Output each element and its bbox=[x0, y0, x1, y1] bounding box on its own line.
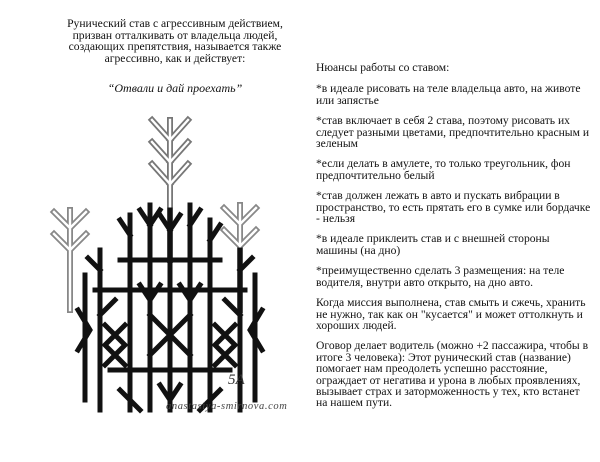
intro-line: агрессивно, как и действует: bbox=[104, 51, 246, 65]
notes-heading: Нюансы работы со ставом: bbox=[316, 61, 450, 74]
watermark: anastasiya-smirnova.com bbox=[166, 401, 288, 412]
note-item: *став включает в себя 2 става, поэтому рисовать их следует разными цветами, предпочтительно красным и зеленым bbox=[316, 114, 590, 151]
intro-line: призван отталкивать от владельца людей, bbox=[72, 28, 278, 42]
intro-line: создающих препятствия, называется также bbox=[68, 40, 282, 53]
note-item: *став должен лежать в авто и пускать вибрации в пространство, то есть прятать его в сумке или бордачке - нельзя bbox=[316, 189, 591, 226]
intro-text bbox=[44, 18, 306, 64]
author-logo: 5A bbox=[228, 372, 245, 388]
notes-panel bbox=[316, 62, 592, 418]
note-item: Когда миссия выполнена, став смыть и сжечь, хранить не нужно, так как он "кусается" и может оттолкнуть и хороших людей. bbox=[316, 296, 586, 332]
note-item: *преимущественно сделать 3 размещения: на теле водителя, внутри авто открыто, на дно авто. bbox=[316, 264, 565, 289]
note-item: *если делать в амулете, то только треугольник, фон предпочтительно белый bbox=[316, 157, 571, 182]
note-item: Оговор делает водитель (можно +2 пассажира, чтобы в итоге 3 человека): Этот рунический став (название) помогает нам преодолеть успешно расстояние, ограждает от негатива и урона в любых проявлениях, вызывает страх и заторможенность у тех, кто встанет на нашем пути. bbox=[316, 339, 589, 410]
motto: “Отвали и дай проехать” bbox=[107, 81, 243, 95]
intro-line: Рунический став с агрессивным действием, bbox=[67, 17, 283, 30]
rune-stave-figure bbox=[0, 100, 310, 440]
note-item: *в идеале рисовать на теле владельца авто, на животе или запястье bbox=[316, 82, 581, 107]
note-item: *в идеале приклеить став и с внешней стороны машины (на дно) bbox=[316, 232, 550, 257]
